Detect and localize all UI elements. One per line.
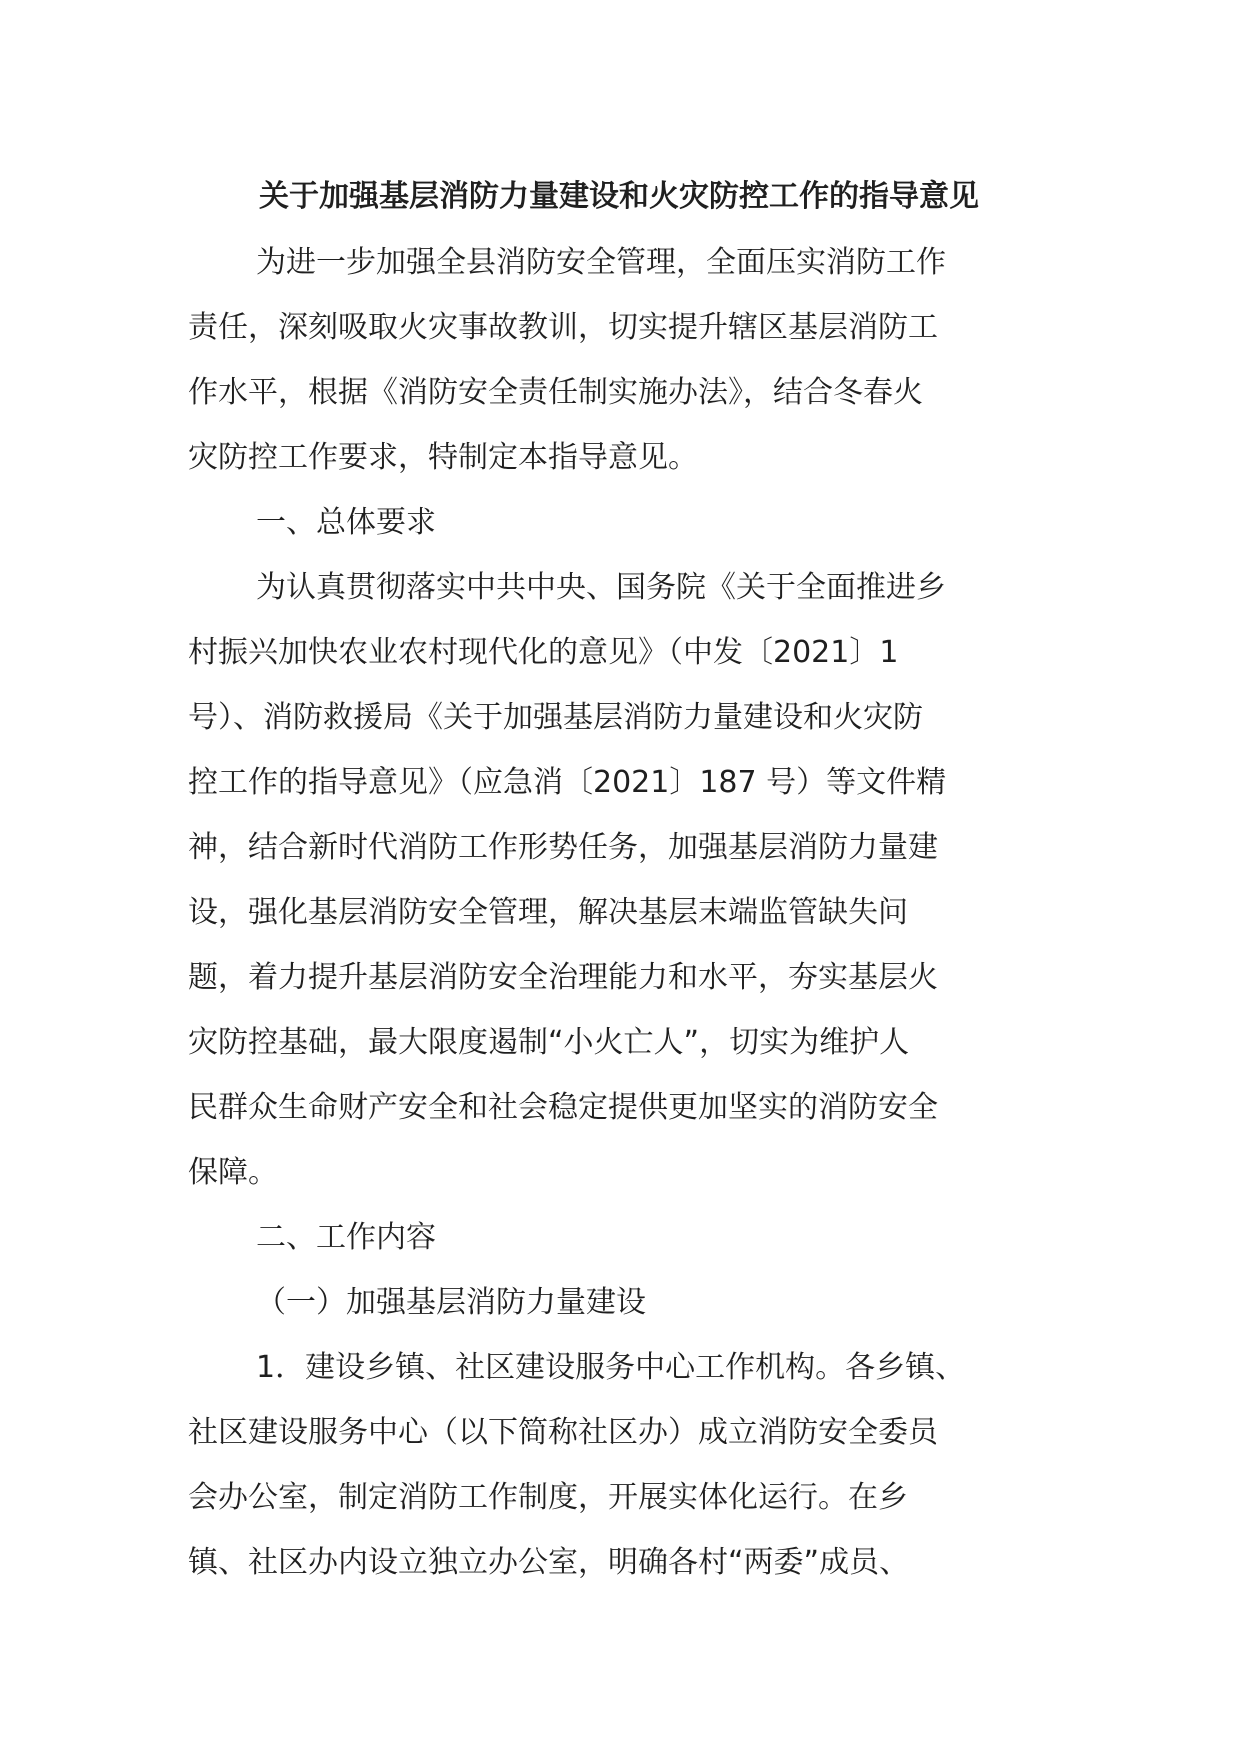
paragraph-line: 民群众生命财产安全和社会稳定提供更加坚实的消防安全 xyxy=(188,1090,938,1125)
paragraph-first-line: 1．建设乡镇、社区建设服务中心工作机构。各乡镇、 xyxy=(256,1350,966,1385)
paragraph xyxy=(188,555,1050,1205)
paragraph-line: 灾防控基础，最大限度遏制“小火亡人”，切实为维护人 xyxy=(188,1025,910,1060)
paragraph xyxy=(188,1270,1050,1335)
paragraph-line: 作水平，根据《消防安全责任制实施办法》，结合冬春火 xyxy=(188,375,923,410)
paragraph-first-line: （一）加强基层消防力量建设 xyxy=(256,1285,646,1320)
paragraph-line: 题，着力提升基层消防安全治理能力和水平，夯实基层火 xyxy=(188,960,938,995)
paragraph-line: 灾防控工作要求，特制定本指导意见。 xyxy=(188,440,698,475)
paragraph-line: 号）、消防救援局《关于加强基层消防力量建设和火灾防 xyxy=(188,700,923,735)
paragraph-line: 保障。 xyxy=(188,1155,278,1190)
paragraph-line: 设，强化基层消防安全管理，解决基层末端监管缺失问 xyxy=(188,895,908,930)
paragraph-line: 会办公室，制定消防工作制度，开展实体化运行。在乡 xyxy=(188,1480,908,1515)
document-body xyxy=(188,230,1050,1595)
paragraph-first-line: 二、工作内容 xyxy=(256,1220,436,1255)
document-page xyxy=(188,172,1050,1595)
paragraph-first-line: 一、总体要求 xyxy=(256,505,436,540)
paragraph xyxy=(188,1335,1050,1595)
paragraph-first-line: 为认真贯彻落实中共中央、国务院《关于全面推进乡 xyxy=(256,570,946,605)
paragraph-line: 责任，深刻吸取火灾事故教训，切实提升辖区基层消防工 xyxy=(188,310,938,345)
paragraph xyxy=(188,230,1050,490)
paragraph-line: 社区建设服务中心（以下简称社区办）成立消防安全委员 xyxy=(188,1415,938,1450)
paragraph xyxy=(188,490,1050,555)
paragraph xyxy=(188,1205,1050,1270)
paragraph-first-line: 为进一步加强全县消防安全管理，全面压实消防工作 xyxy=(256,245,946,280)
paragraph-line: 神，结合新时代消防工作形势任务，加强基层消防力量建 xyxy=(188,830,938,865)
document-title: 关于加强基层消防力量建设和火灾防控工作的指导意见 xyxy=(259,179,979,214)
paragraph-line: 村振兴加快农业农村现代化的意见》（中发〔2021〕1 xyxy=(188,635,899,670)
paragraph-line: 镇、社区办内设立独立办公室，明确各村“两委”成员、 xyxy=(188,1545,910,1580)
paragraph-line: 控工作的指导意见》（应急消〔2021〕187 号）等文件精 xyxy=(188,765,947,800)
